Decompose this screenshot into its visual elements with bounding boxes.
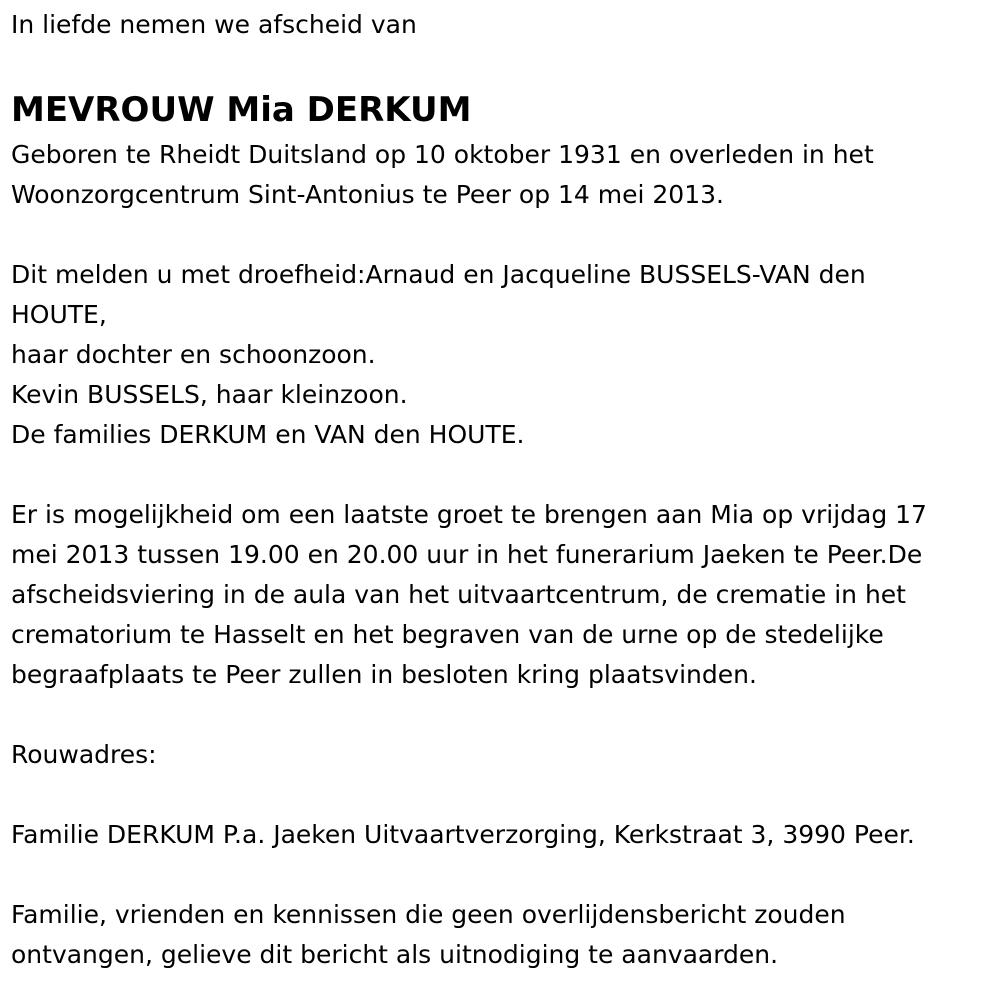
paragraph-line: afscheidsviering in de aula van het uitvaartcentrum, de crematie in het	[11, 580, 906, 609]
paragraph-line: haar dochter en schoonzoon.	[11, 340, 376, 369]
closing-paragraph	[11, 895, 996, 975]
deceased-name: MEVROUW Mia DERKUM	[11, 90, 472, 130]
intro-text: In liefde nemen we afscheid van	[11, 10, 417, 39]
paragraph-line: HOUTE,	[11, 300, 107, 329]
paragraph-line: ontvangen, gelieve dit bericht als uitnodiging te aanvaarden.	[11, 940, 779, 969]
birth-paragraph	[11, 135, 996, 215]
paragraph-line: Er is mogelijkheid om een laatste groet te brengen aan Mia op vrijdag 17	[11, 500, 927, 529]
paragraph-line: Woonzorgcentrum Sint-Antonius te Peer op 14 mei 2013.	[11, 180, 724, 209]
paragraph-line: Familie, vrienden en kennissen die geen overlijdensbericht zouden	[11, 900, 846, 929]
address-text: Familie DERKUM P.a. Jaeken Uitvaartverzorging, Kerkstraat 3, 3990 Peer.	[11, 820, 915, 849]
paragraph-line: Dit melden u met droefheid:Arnaud en Jacqueline BUSSELS-VAN den	[11, 260, 866, 289]
address-label: Rouwadres:	[11, 740, 157, 769]
paragraph-line: begraafplaats te Peer zullen in besloten kring plaatsvinden.	[11, 660, 757, 689]
paragraph-line: Geboren te Rheidt Duitsland op 10 oktober 1931 en overleden in het	[11, 140, 874, 169]
paragraph-line: mei 2013 tussen 19.00 en 20.00 uur in het funerarium Jaeken te Peer.De	[11, 540, 923, 569]
paragraph-line: De families DERKUM en VAN den HOUTE.	[11, 420, 525, 449]
paragraph-line: Kevin BUSSELS, haar kleinzoon.	[11, 380, 408, 409]
paragraph-line: crematorium te Hasselt en het begraven van de urne op de stedelijke	[11, 620, 884, 649]
obituary-document	[11, 0, 996, 975]
family-paragraph	[11, 255, 996, 455]
ceremony-paragraph	[11, 495, 996, 695]
